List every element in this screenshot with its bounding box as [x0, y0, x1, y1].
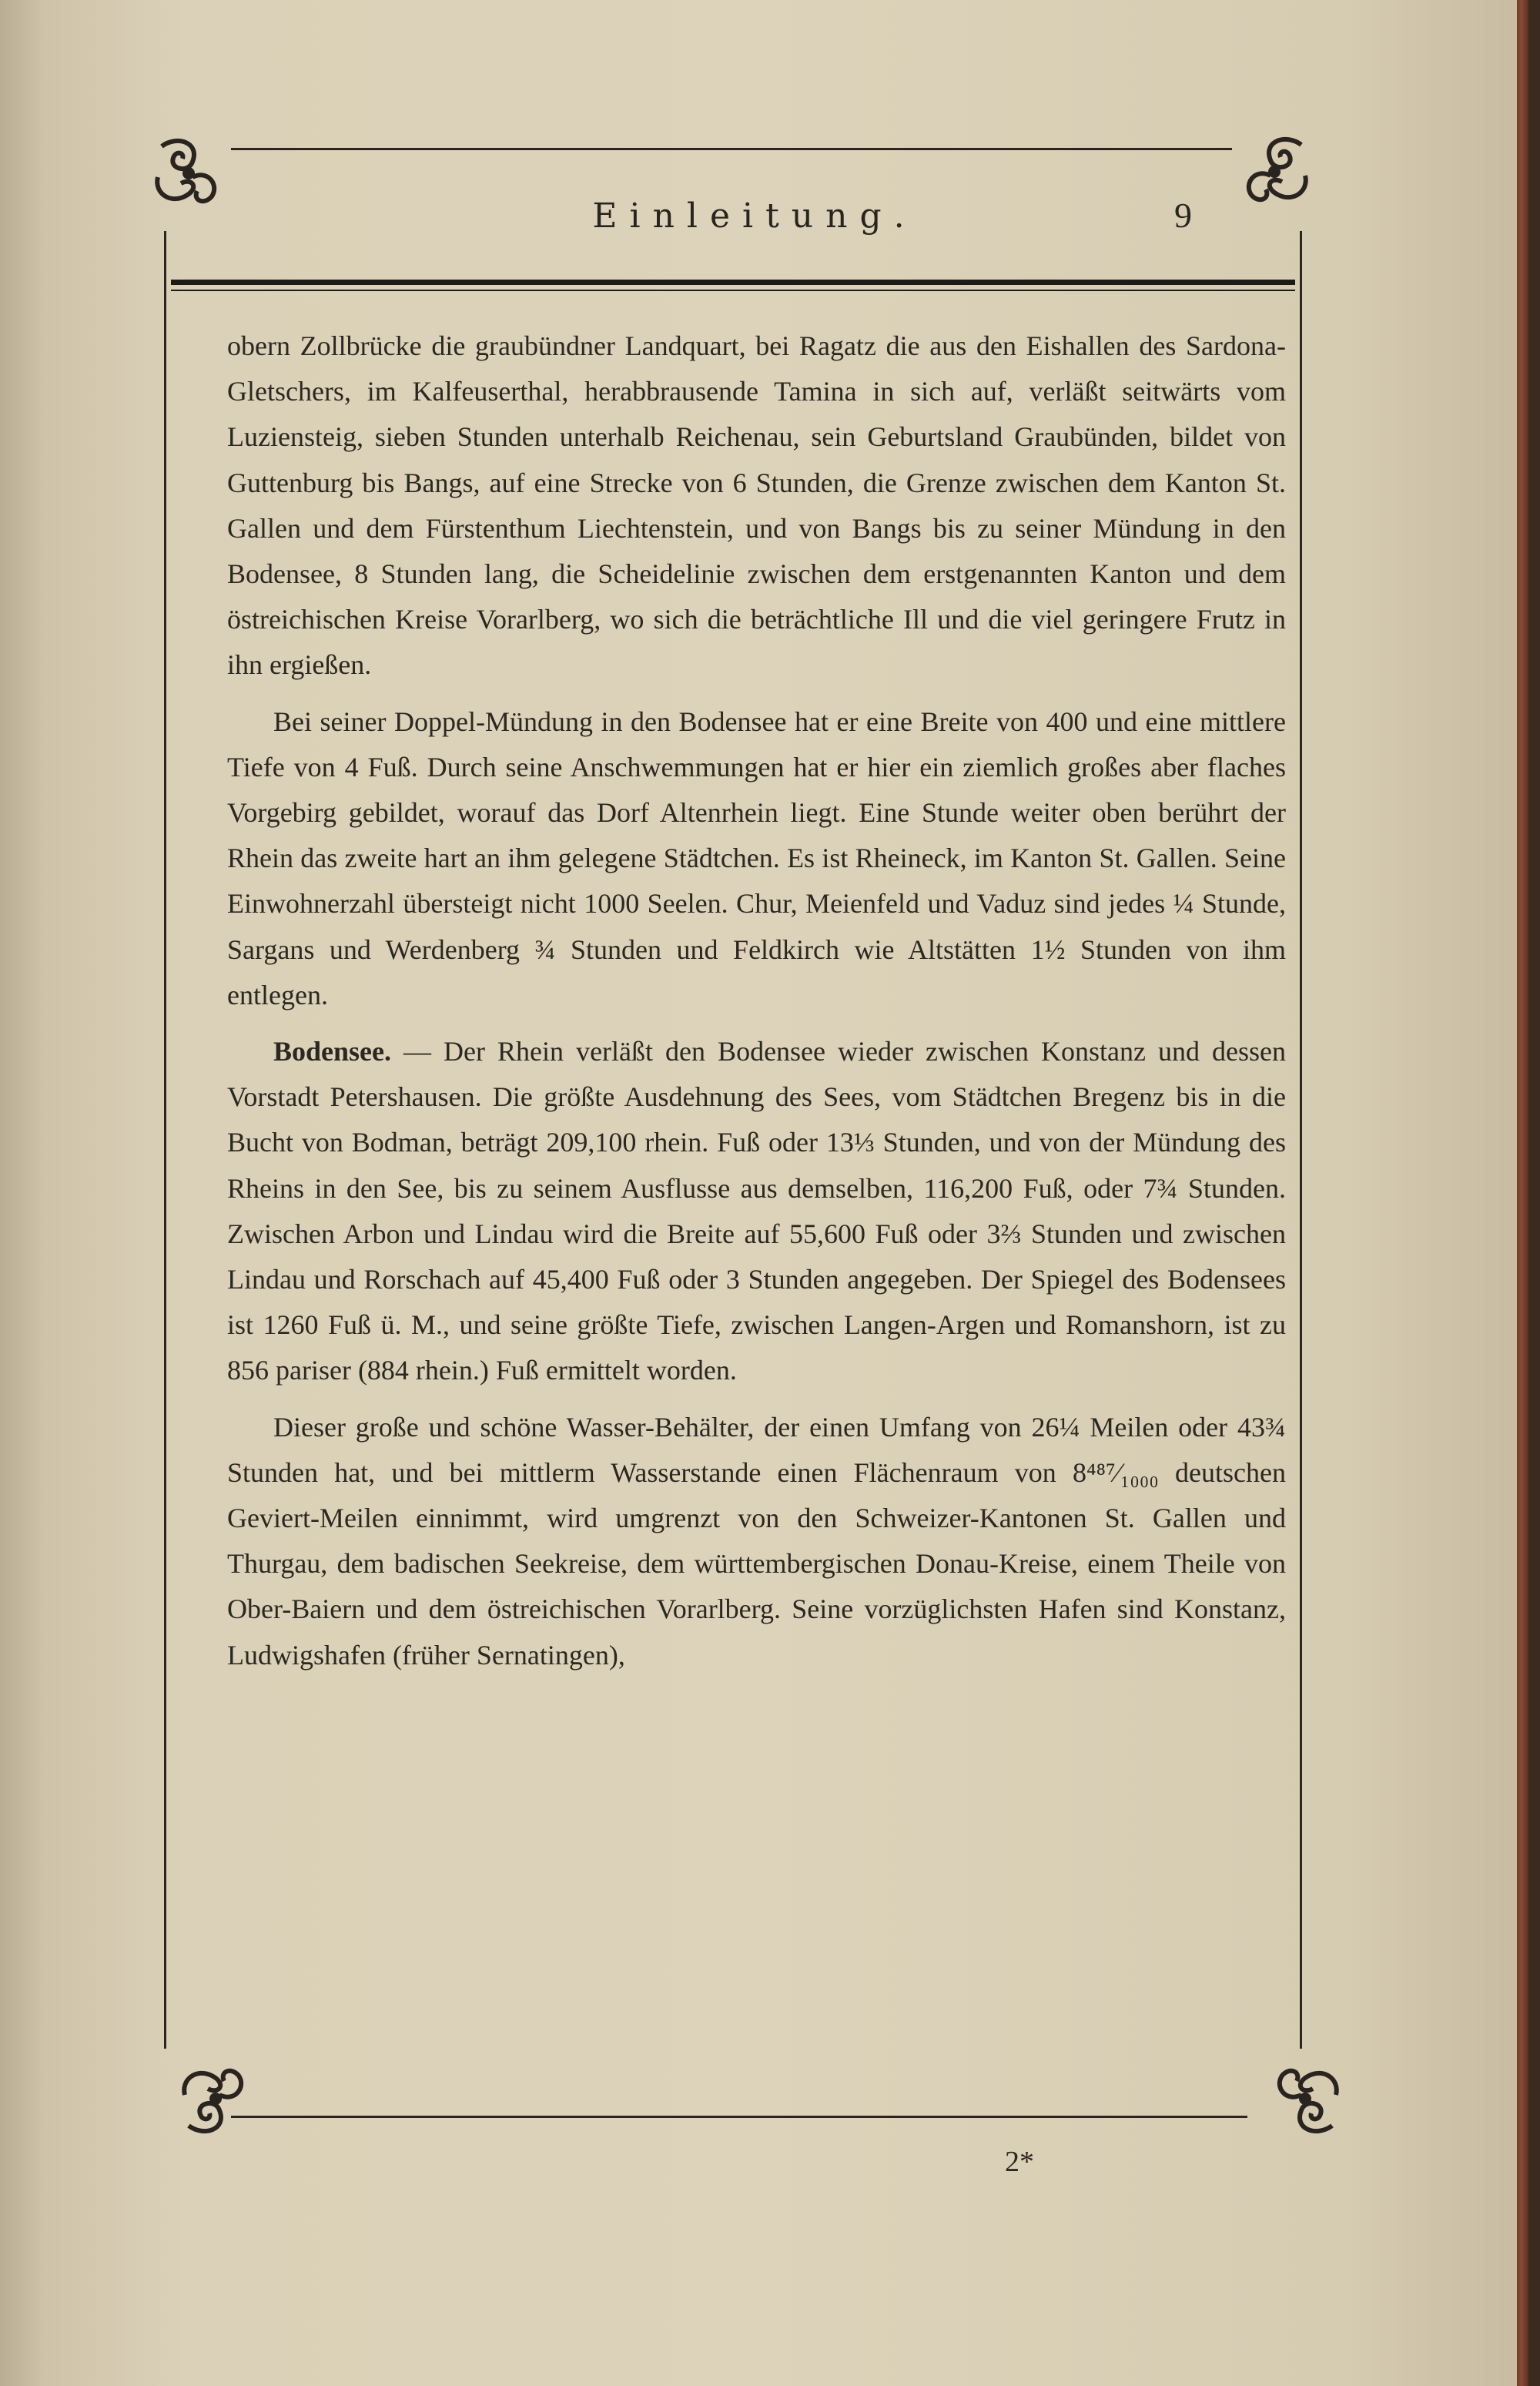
page-number: 9	[1174, 196, 1192, 235]
running-title: Einleitung.	[592, 196, 917, 236]
section-keyword: Bodensee.	[273, 1036, 391, 1067]
paragraph	[227, 1405, 1286, 1678]
page-edge	[1517, 0, 1528, 2386]
corner-ornament-icon	[1232, 129, 1317, 214]
corner-ornament-icon	[173, 2056, 258, 2141]
paragraph-text: — Der Rhein verläßt den Bodensee wieder zwischen Konstanz und dessen Vorstadt Petershausen. Die größte Ausdehnung des Sees, vom Städtchen Bregenz bis in die Bucht von Bodman, beträgt 209,100 rhein. Fuß oder 13⅓ Stunden, und von der Mündung des Rheins in den See, bis zu seinem Ausflusse aus demselben, 116,200 Fuß, oder 7¾ Stunden. Zwischen Arbon und Lindau wird die Breite auf 55,600 Fuß oder 3⅔ Stunden und zwischen Lindau und Rorschach auf 45,400 Fuß oder 3 Stunden angegeben. Der Spiegel des Bodensees ist 1260 Fuß ü. M., und seine größte Tiefe, zwischen Langen-Argen und Romanshorn, ist zu 856 pariser (884 rhein.) Fuß ermittelt worden.	[227, 1036, 1286, 1386]
paragraph	[227, 1029, 1286, 1394]
paragraph	[227, 699, 1286, 1018]
header-rule-thin	[171, 290, 1295, 291]
frame-top-line	[231, 148, 1232, 150]
paragraph	[227, 323, 1286, 689]
header-rule-thick	[171, 280, 1295, 285]
frame-left-line	[164, 231, 166, 2049]
signature-mark: 2*	[1005, 2146, 1034, 2178]
paragraph-text: obern Zollbrücke die graubündner Landquart, bei Ragatz die aus den Eishallen des Sardona-Gletschers, im Kalfeuserthal, herabbrausende Tamina in sich auf, verläßt seitwärts vom Luziensteig, sieben Stunden unterhalb Reichenau, sein Geburtsland Graubünden, bildet von Guttenburg bis Bangs, auf eine Strecke von 6 Stunden, die Grenze zwischen dem Kanton St. Gallen und dem Fürstenthum Liechtenstein, und von Bangs bis zu seiner Mündung in den Bodensee, 8 Stunden lang, die Scheidelinie zwischen dem erstgenannten Kanton und dem östreichischen Kreise Vorarlberg, wo sich die beträchtliche Ill und die viel geringere Frutz in ihn ergießen.	[227, 330, 1286, 681]
frame-bottom-line	[231, 2116, 1247, 2118]
frame-right-line	[1300, 231, 1302, 2049]
corner-ornament-icon	[146, 131, 231, 216]
body-text	[227, 323, 1286, 1678]
paragraph-text: Bei seiner Doppel-Mündung in den Bodensee hat er eine Breite von 400 und eine mittlere Tiefe von 4 Fuß. Durch seine Anschwemmungen hat er hier ein ziemlich großes aber flaches Vorgebirg gebildet, worauf das Dorf Altenrhein liegt. Eine Stunde weiter oben berührt der Rhein das zweite hart an ihm gelegene Städtchen. Es ist Rheineck, im Kanton St. Gallen. Seine Einwohnerzahl übersteigt nicht 1000 Seelen. Chur, Meienfeld und Vaduz sind jedes ¼ Stunde, Sargans und Werdenberg ¾ Stunden und Feldkirch wie Altstätten 1½ Stunden von ihm entlegen.	[227, 705, 1286, 1010]
corner-ornament-icon	[1263, 2056, 1348, 2141]
paragraph-text: Dieser große und schöne Wasser-Behälter, der einen Umfang von 26¼ Meilen oder 43¾ Stunden hat, und bei mittlerm Wasserstande einen Flächenraum von 8⁴⁸⁷⁄₁₀₀₀ deutschen Geviert-Meilen einnimmt, wird umgrenzt von den Schweizer-Kantonen St. Gallen und Thurgau, dem badischen Seekreise, dem württembergischen Donau-Kreise, einem Theile von Ober-Baiern und dem östreichischen Vorarlberg. Seine vorzüglichsten Hafen sind Konstanz, Ludwigshafen (früher Sernatingen),	[227, 1411, 1286, 1671]
